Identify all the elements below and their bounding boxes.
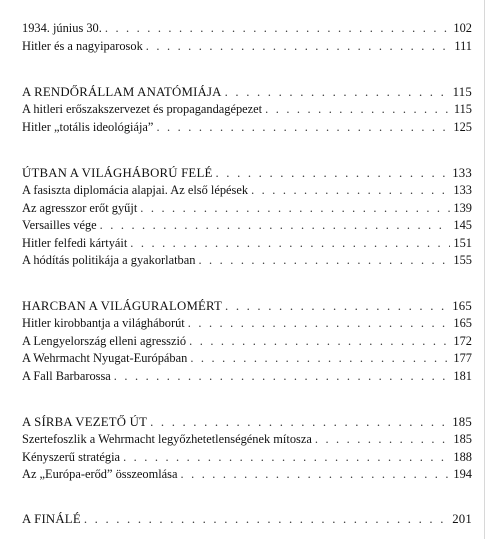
leader-dots [84,512,449,527]
toc-entry [22,183,472,198]
toc-entry-page: 185 [452,415,472,429]
toc-entry-page: 115 [453,102,472,116]
toc-entry-page: 165 [453,316,472,330]
toc-entry [22,201,472,216]
leader-dots [105,21,451,36]
toc-entry-page: 165 [452,299,472,313]
toc-section-title: HARCBAN A VILÁGURALOMÉRT [22,299,223,313]
toc-entry-title: A Wehrmacht Nyugat-Európában [22,351,188,365]
leader-dots [100,218,451,233]
leader-dots [188,316,451,331]
toc-section-title: A RENDŐRÁLLAM ANATÓMIÁJA [22,85,222,99]
toc-entry [22,21,472,36]
toc-entry-title: A Fall Barbarossa [22,369,111,383]
toc-entry-page: 201 [452,512,472,526]
leader-dots [265,102,451,117]
leader-dots [190,351,450,366]
toc-section-title: A SÍRBA VEZETŐ ÚT [22,415,148,429]
toc-entry-title: 1934. június 30. [22,21,102,35]
toc-entry [22,218,472,233]
toc-entry [22,39,472,54]
toc-entry-page: 177 [453,351,472,365]
toc-entry-title: A hódítás politikája a gyakorlatban [22,253,196,267]
toc-entry [22,316,472,331]
leader-dots [181,467,451,482]
toc-entry-title: Hitler kirobbantja a világháborút [22,316,185,330]
toc-section-heading [22,415,472,430]
toc-entry-page: 125 [453,120,472,134]
toc-entry [22,236,472,251]
leader-dots [130,236,450,251]
leader-dots [189,334,450,349]
leader-dots [215,166,449,181]
toc-section-heading [22,512,472,527]
toc-entry-title: Kényszerű stratégia [22,450,121,464]
toc-entry-title: Hitler és a nagyiparosok [22,39,143,53]
leader-dots [198,253,450,268]
toc-entry-title: Az agresszor erőt gyűjt [22,201,138,215]
page-edge-line [484,0,485,539]
leader-dots [114,369,451,384]
leader-dots [251,183,450,198]
toc-section-title: A FINÁLÉ [22,512,81,526]
leader-dots [140,201,450,216]
toc-entry [22,450,472,465]
toc-entry-page: 188 [453,450,472,464]
leader-dots [123,450,450,465]
toc-entry-page: 181 [453,369,472,383]
leader-dots [156,120,450,135]
leader-dots [150,415,449,430]
toc-section-heading [22,85,472,100]
toc-entry-title: Hitler „totális ideológiája” [22,120,154,134]
toc-entry-page: 155 [453,253,472,267]
toc-entry [22,253,472,268]
toc-entry-title: Az „Európa-erőd” összeomlása [22,467,178,481]
leader-dots [225,85,450,100]
toc-entry-page: 151 [453,236,472,250]
toc-entry [22,351,472,366]
toc-entry [22,120,472,135]
toc-entry-page: 172 [453,334,472,348]
toc-entry-page: 102 [453,21,472,35]
toc-entry-title: Hitler felfedi kártyáit [22,236,128,250]
leader-dots [225,299,449,314]
toc-entry-page: 145 [453,218,472,232]
toc-entry-page: 133 [452,166,472,180]
toc-section-title: ÚTBAN A VILÁGHÁBORÚ FELÉ [22,166,213,180]
toc-entry-title: A hitleri erőszakszervezet és propagandagépezet [22,102,263,116]
leader-dots [315,432,451,447]
leader-dots [146,39,451,54]
toc-section-heading [22,299,472,314]
toc-entry-page: 139 [453,201,472,215]
toc-entry [22,467,472,482]
toc-section-heading [22,166,472,181]
toc-entry-page: 185 [453,432,472,446]
toc-entry-page: 194 [453,467,472,481]
toc-entry [22,102,472,117]
toc-entry-title: Szertefoszlik a Wehrmacht legyőzhetetlenségének mítosza [22,432,312,446]
toc-entry [22,369,472,384]
toc-entry-page: 133 [453,183,472,197]
toc-entry-page: 115 [452,85,472,99]
toc-entry-page: 111 [454,39,472,53]
toc-entry-title: A Lengyelország elleni agresszió [22,334,187,348]
toc-entry [22,432,472,447]
toc-entry-title: A fasiszta diplomácia alapjai. Az első lépések [22,183,249,197]
toc-entry-title: Versailles vége [22,218,97,232]
toc-entry [22,334,472,349]
